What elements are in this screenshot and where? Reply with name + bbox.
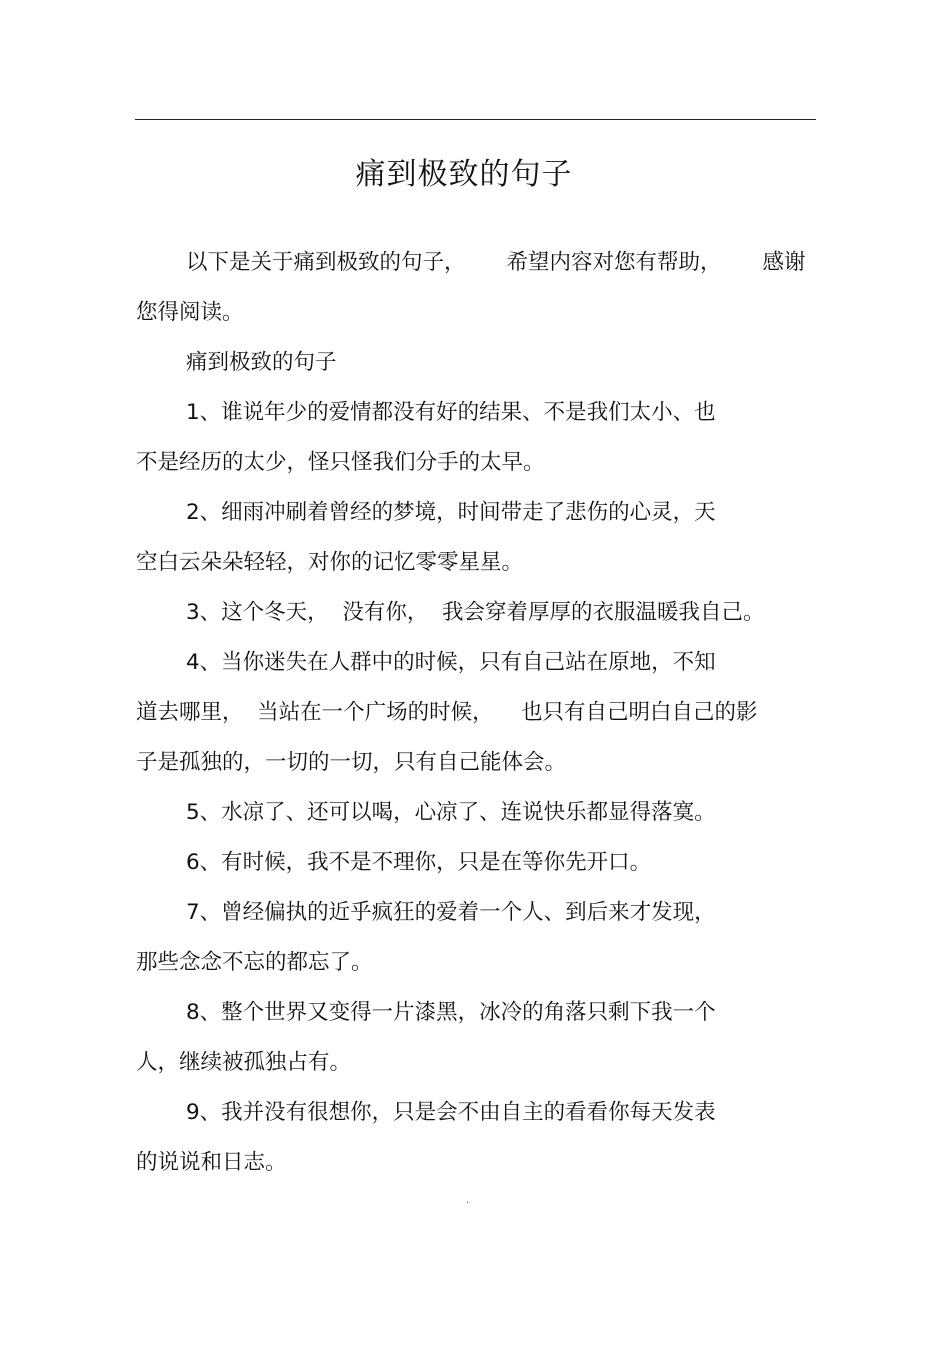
document-title: 痛到极致的句子: [355, 157, 573, 192]
item-9-line-2: 的说说和日志。: [136, 1150, 287, 1175]
item-5-line-1: 5、水凉了、还可以喝，心凉了、连说快乐都显得落寞。: [186, 800, 716, 825]
item-8-line-1: 8、整个世界又变得一片漆黑，冰冷的角落只剩下我一个: [186, 1000, 716, 1025]
header-rule: [135, 119, 816, 120]
page-footer-mark: .: [466, 1195, 470, 1206]
item-9-line-1: 9、我并没有很想你，只是会不由自主的看看你每天发表: [186, 1100, 716, 1125]
section-heading: 痛到极致的句子: [186, 350, 337, 375]
item-1-line-2: 不是经历的太少，怪只怪我们分手的太早。: [136, 450, 545, 475]
item-7-line-1: 7、曾经偏执的近乎疯狂的爱着一个人、到后来才发现，: [186, 900, 716, 925]
item-4-line-1: 4、当你迷失在人群中的时候，只有自己站在原地，不知: [186, 650, 716, 675]
item-8-line-2: 人，继续被孤独占有。: [136, 1050, 352, 1075]
item-3-line-1: 3、这个冬天， 没有你， 我会穿着厚厚的衣服温暖我自己。: [186, 600, 765, 625]
item-6-line-1: 6、有时候，我不是不理你，只是在等你先开口。: [186, 850, 652, 875]
item-2-line-1: 2、细雨冲刷着曾经的梦境，时间带走了悲伤的心灵，天: [186, 500, 716, 525]
item-1-line-1: 1、谁说年少的爱情都没有好的结果、不是我们太小、也: [186, 400, 716, 425]
item-4-line-2: 道去哪里， 当站在一个广场的时候， 也只有自己明白自己的影: [136, 700, 758, 725]
intro-line-1: 以下是关于痛到极致的句子， 希望内容对您有帮助， 感谢: [186, 250, 806, 275]
item-7-line-2: 那些念念不忘的都忘了。: [136, 950, 373, 975]
item-4-line-3: 子是孤独的，一切的一切，只有自己能体会。: [136, 750, 567, 775]
intro-line-2: 您得阅读。: [136, 300, 244, 325]
item-2-line-2: 空白云朵朵轻轻，对你的记忆零零星星。: [136, 550, 524, 575]
